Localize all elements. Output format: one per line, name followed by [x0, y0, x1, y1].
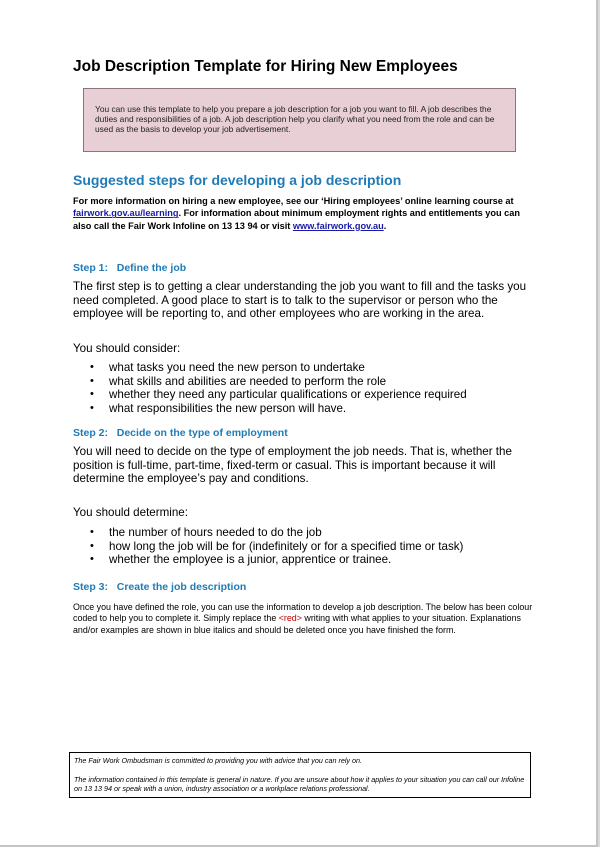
step1-consider-label: You should consider: [73, 342, 181, 355]
footer-disclaimer-box [69, 752, 531, 798]
step1-paragraph: The first step is to getting a clear understanding the job you want to fill and the tasks you need completed. A good place to start is to talk to the supervisor or person who the employee will be reporting to, and other employees who are working in the area. [73, 280, 527, 321]
list-item [73, 375, 467, 389]
more-info-paragraph [73, 195, 528, 232]
list-item [73, 553, 463, 567]
step3-paragraph [73, 602, 533, 636]
list-item-text: whether the employee is a junior, apprentice or trainee. [109, 553, 392, 567]
bullet-icon: • [90, 374, 94, 387]
step2-determine-label: You should determine: [73, 506, 188, 519]
bullet-icon: • [90, 361, 94, 373]
more-info-text-1: For more information on hiring a new employee, see our ‘Hiring employees’ online learning course at [73, 196, 514, 206]
step2-bullet-list [73, 526, 463, 567]
fairwork-learning-link[interactable]: fairwork.gov.au/learning [73, 208, 179, 219]
bullet-icon: • [90, 553, 94, 566]
more-info-text-3: . [383, 220, 387, 231]
list-item [73, 388, 467, 402]
list-item-text: the number of hours needed to do the job [109, 526, 322, 539]
fairwork-website-link[interactable]: www.fairwork.gov.au [292, 220, 384, 231]
bullet-icon: • [90, 539, 94, 552]
list-item [73, 540, 463, 554]
red-tag-text: <red> [278, 613, 302, 624]
footer-line-1: The Fair Work Ombudsman is committed to providing you with advice that you can rely on. [74, 756, 363, 765]
list-item [73, 526, 463, 540]
step3-heading: Step 3: Create the job description [73, 581, 247, 593]
step3-text-2: writing with what applies to your situation. Explanations and/or examples are shown in blue italics and should be deleted once you have finished the form. [73, 613, 521, 635]
bullet-icon: • [90, 388, 94, 401]
step2-heading: Step 2: Decide on the type of employment [73, 427, 288, 439]
list-item-text: what tasks you need the new person to undertake [109, 361, 365, 374]
step3-text-1: Once you have defined the role, you can use the information to develop a job description. The below has been colour coded to help you to complete it. Simply replace the [73, 602, 533, 624]
document-title: Job Description Template for Hiring New Employees [73, 58, 458, 75]
bullet-icon: • [90, 526, 94, 538]
list-item-text: what skills and abilities are needed to perform the role [109, 374, 387, 388]
list-item [73, 361, 467, 375]
list-item-text: what responsibilities the new person will have. [109, 401, 347, 415]
section-heading: Suggested steps for developing a job description [73, 172, 402, 188]
step2-paragraph: You will need to decide on the type of employment the job needs. That is, whether the position is full-time, part-time, fixed-term or casual. This is important because it will determine the employee’s pay and conditions. [73, 445, 512, 486]
step1-bullet-list [73, 361, 467, 415]
list-item-text: whether they need any particular qualifications or experience required [109, 388, 467, 402]
bullet-icon: • [90, 401, 94, 414]
list-item-text: how long the job will be for (indefinitely or for a specified time or task) [109, 539, 464, 553]
step1-heading: Step 1: Define the job [73, 262, 187, 274]
footer-line-2: The information contained in this template is general in nature. If you are unsure about how it applies to your situation you can call our Infoline on 13 13 94 or speak with a union, industry association or a workplace relations professional. [74, 774, 525, 794]
list-item [73, 402, 467, 416]
intro-callout-box: You can use this template to help you prepare a job description for a job you want to fill. A job describes the duties and responsibilities of a job. A job description help you clarify what you need from the role and can be used as the basis to develop your job advertisement. [83, 88, 516, 152]
more-info-text-2: . For information about minimum employment rights and entitlements you can also call the Fair Work Infoline on 13 13 94 or visit [73, 208, 521, 231]
